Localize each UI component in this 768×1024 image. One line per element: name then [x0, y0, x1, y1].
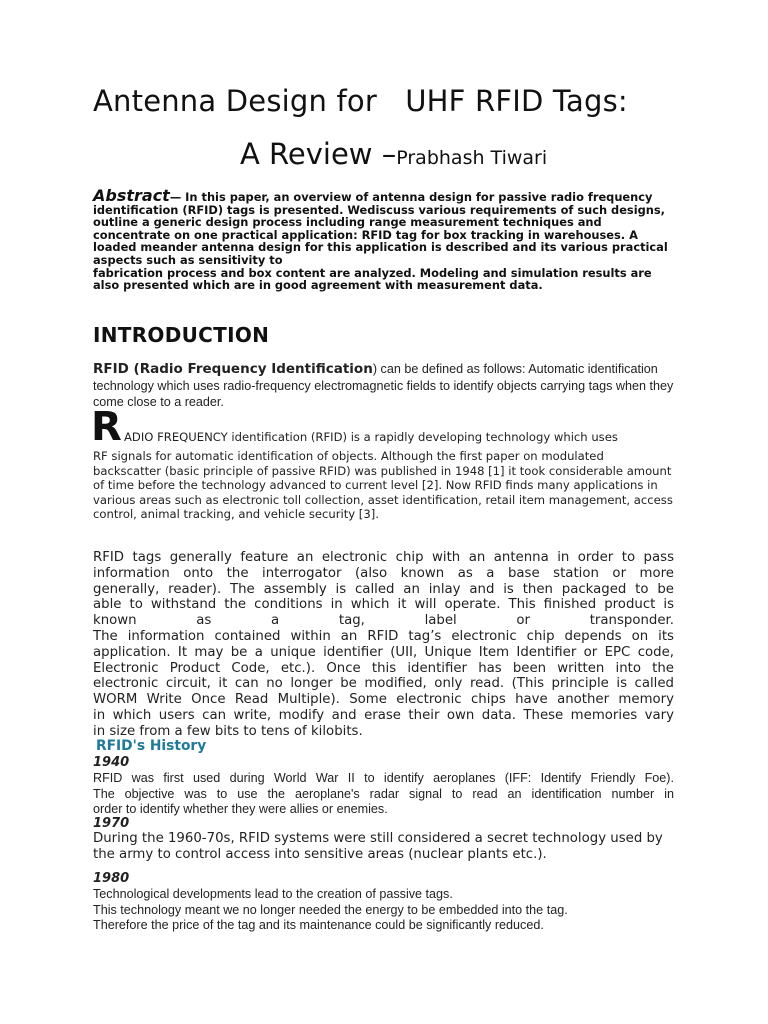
paragraph-line: known as a tag, label or transponder.	[93, 613, 674, 629]
year-1970-paragraph: During the 1960-70s, RFID systems were still considered a secret technology used by the army to control access into sensitive areas (nuclear plants etc.).	[93, 831, 663, 862]
author-name: Prabhash Tiwari	[396, 147, 548, 169]
paragraph-line: The objective was to use the aeroplane's radar signal to read an identification number in	[93, 786, 674, 801]
paragraph-line: able to withstand the conditions in which it will operate. This finished product is	[93, 597, 674, 613]
paragraph-line: in which users can write, modify and erase their own data. These memories vary	[93, 707, 674, 723]
abstract-body: — In this paper, an overview of antenna design for passive radio frequency identification (RFID) tags is presented. Wediscuss various requirements of such designs, outline a generic design process including range measurement techniques and concentrate on one practical application: RFID tag for box tracking in warehouses. A loaded meander antenna design for this application is described and its various practical aspects such as sensitivity to	[93, 190, 668, 267]
paragraph-line: Therefore the price of the tag and its maintenance could be significantly reduced.	[93, 918, 544, 932]
abstract-heading: Abstract	[93, 186, 170, 205]
year-1980-paragraph	[93, 887, 674, 934]
abstract-body-2: fabrication process and box content are analyzed. Modeling and simulation results are also presented which are in good agreement with measurement data.	[93, 265, 652, 293]
rfid-definition-text: ) can be defined as follows: Automatic identification technology which uses radio-frequency electromagnetic fields to identify objects carrying tags when they come close to a reader.	[93, 362, 674, 409]
introduction-heading: INTRODUCTION	[93, 323, 270, 347]
paragraph-line: WORM Write Once Read Multiple). Some electronic chips have another memory	[93, 692, 674, 708]
year-1970-heading: 1970	[93, 816, 130, 831]
paragraph-line: in size from a few bits to tens of kilobits.	[93, 723, 363, 739]
drop-cap: R	[91, 404, 122, 450]
rfid-tags-paragraph	[93, 550, 674, 740]
paragraph-line: information onto the interrogator (also known as a base station or more	[93, 565, 674, 581]
paragraph-line: This technology meant we no longer needed the energy to be embedded into the tag.	[93, 902, 568, 917]
rfid-definition-term: RFID (Radio Frequency Identification	[93, 361, 373, 377]
title-line-2	[240, 137, 547, 171]
year-1940-heading: 1940	[93, 755, 130, 770]
year-1940-paragraph	[93, 771, 674, 818]
year-1980-heading: 1980	[93, 871, 130, 886]
paragraph-line: The information contained within an RFID tag’s electronic chip depends on its	[93, 628, 674, 644]
paragraph-line: generally, reader). The assembly is called an inlay and is then packaged to be	[93, 581, 674, 597]
paragraph-line: application. It may be a unique identifier (UII, Unique Item Identifier or EPC code,	[93, 644, 674, 660]
paragraph-line: order to identify whether they were allies or enemies.	[93, 802, 388, 816]
title-subtitle: A Review –	[240, 137, 397, 171]
history-heading: RFID's History	[96, 738, 207, 754]
paragraph-line: RFID was first used during World War II to identify aeroplanes (IFF: Identify Friendly Foe).	[93, 771, 674, 785]
paragraph-line: Electronic Product Code, etc.). Once this identifier has been written into the	[93, 660, 674, 676]
paragraph-line: electronic circuit, it can no longer be modified, only read. (This principle is called	[93, 676, 674, 692]
paragraph-line: Technological developments lead to the creation of passive tags.	[93, 887, 453, 901]
title-line-1: Antenna Design for UHF RFID Tags:	[93, 84, 628, 118]
radio-paragraph-first-line: ADIO FREQUENCY identification (RFID) is a rapidly developing technology which uses	[124, 430, 618, 444]
abstract	[93, 186, 673, 293]
rfid-definition-paragraph	[93, 361, 693, 411]
paragraph-line: RFID tags generally feature an electronic chip with an antenna in order to pass	[93, 550, 674, 565]
radio-paragraph-body: RF signals for automatic identification of objects. Although the first paper on modulated backscatter (basic principle of passive RFID) was published in 1948 [1] it took considerable amount of time before the technology advanced to current level [2]. Now RFID finds many applications in various areas such as electronic toll collection, asset identification, retail item management, access control, animal tracking, and vehicle security [3].	[93, 449, 673, 521]
